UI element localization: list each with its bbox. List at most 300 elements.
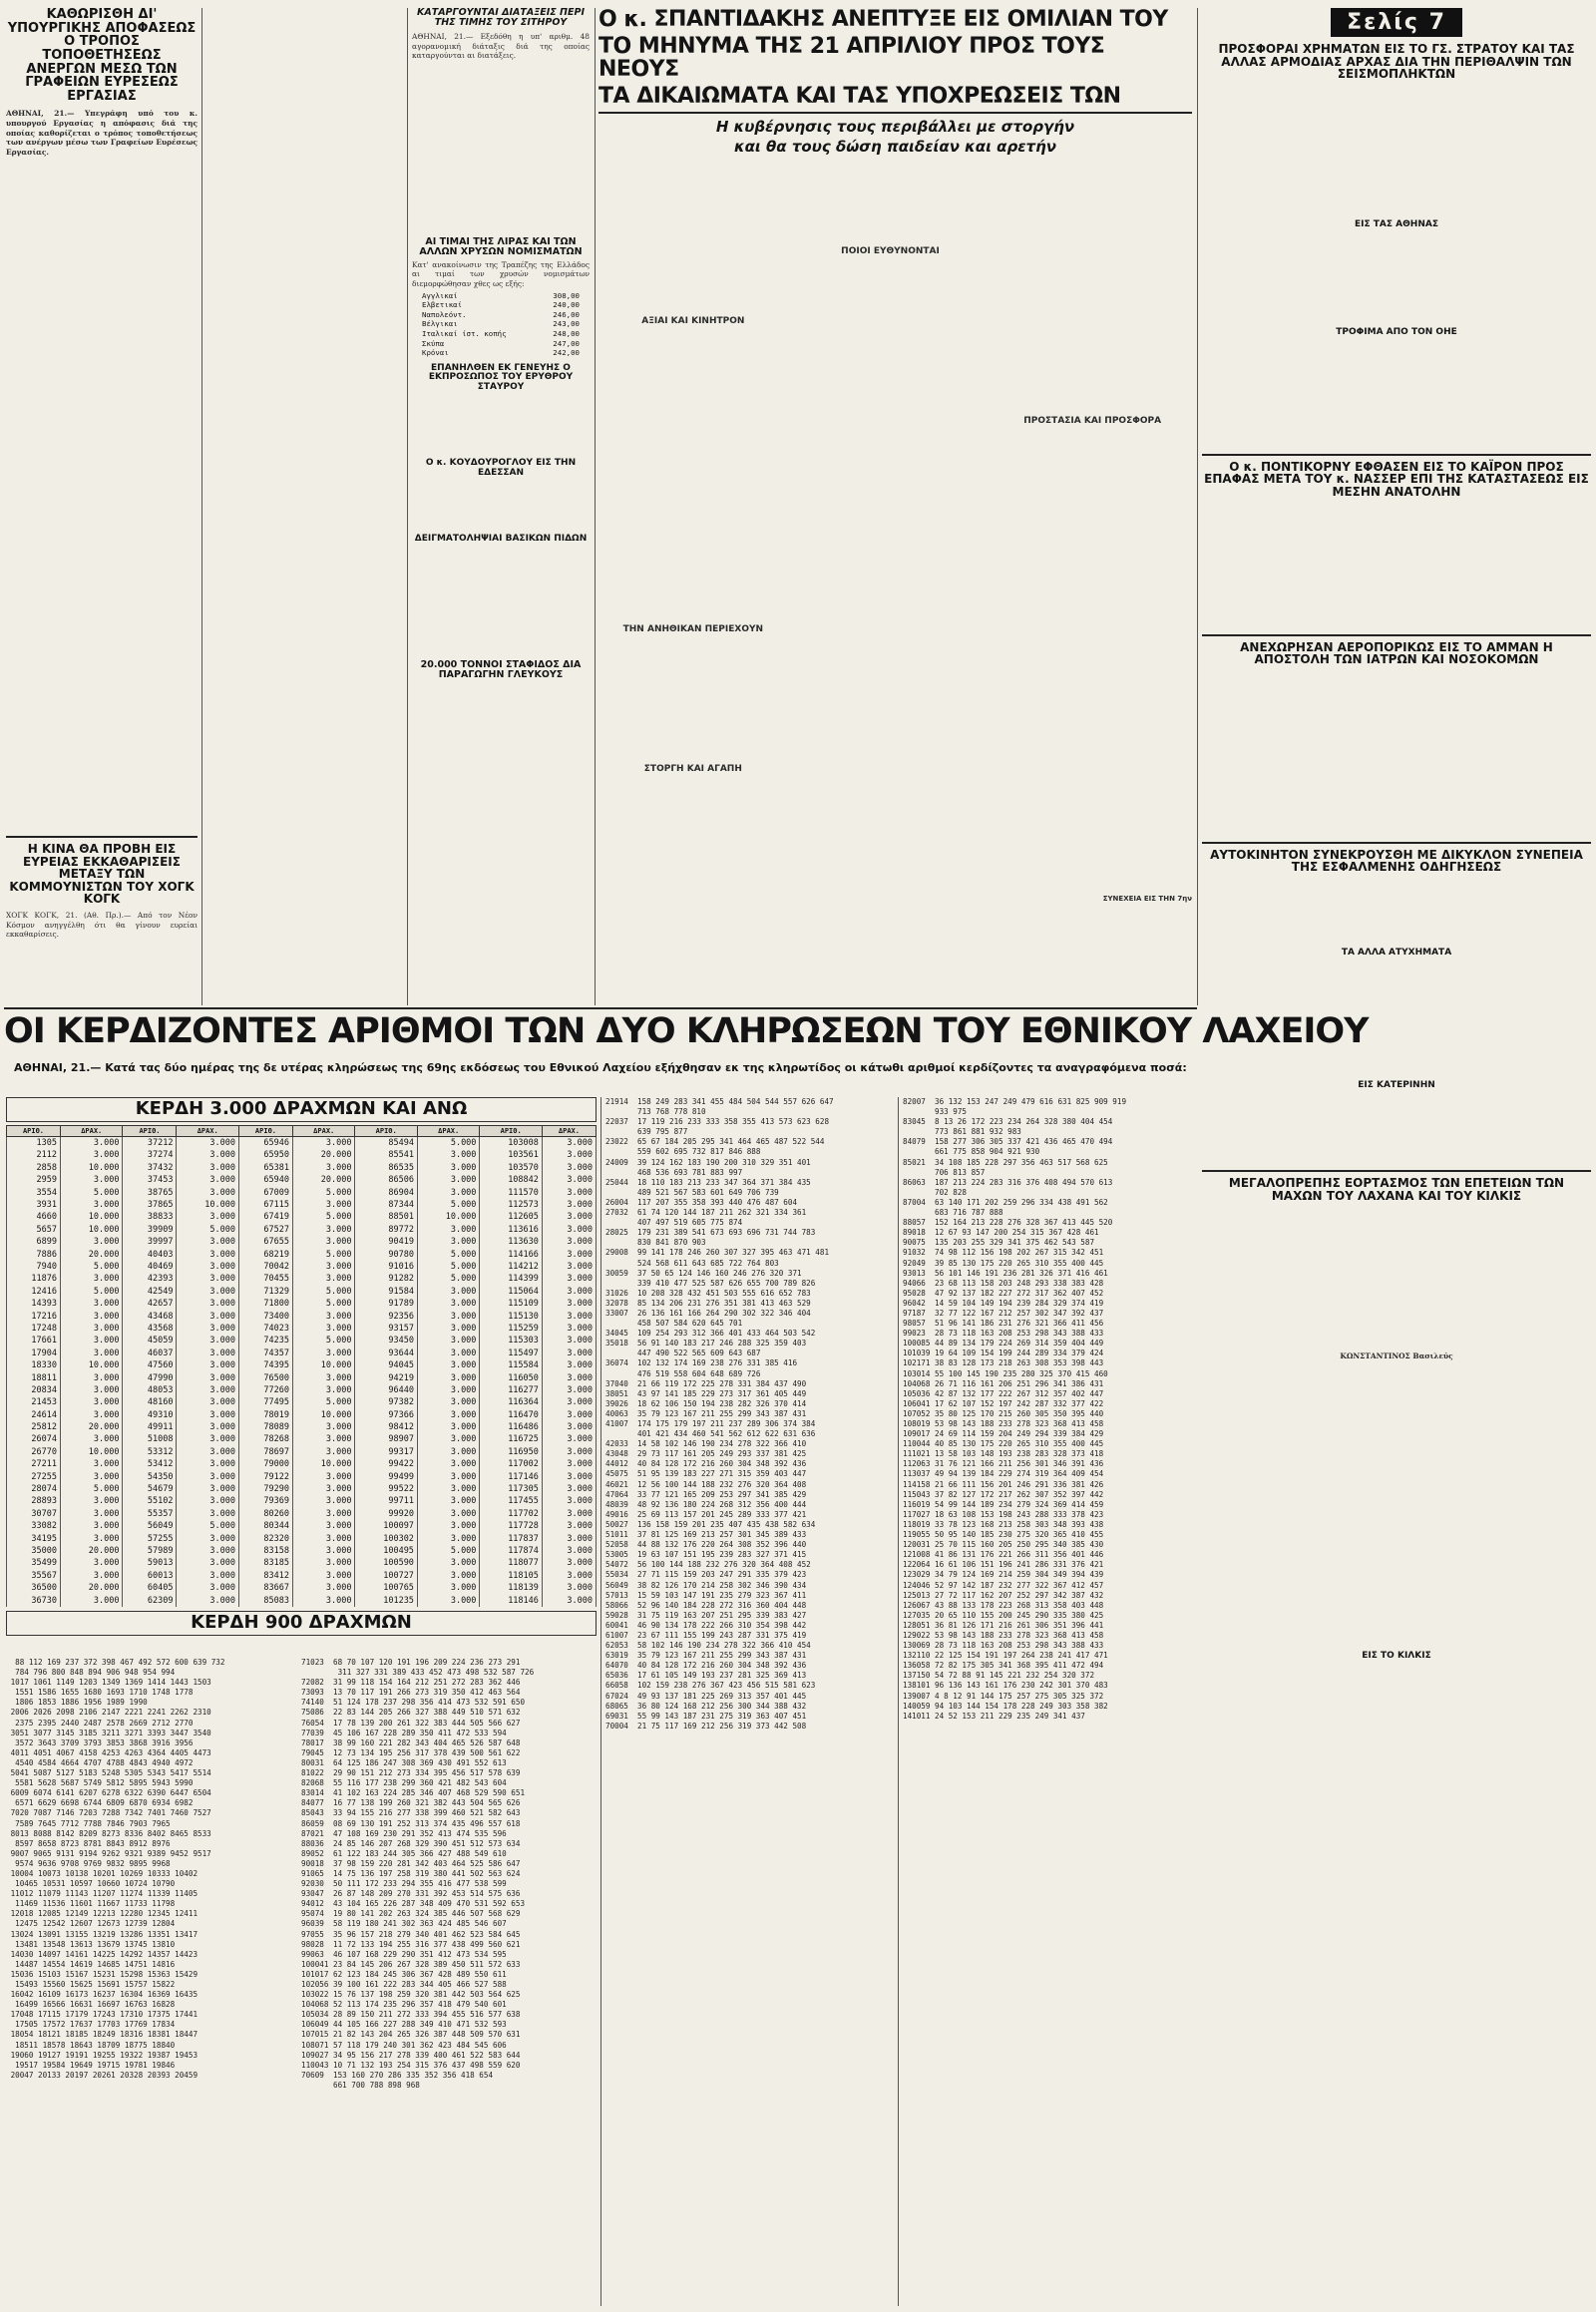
lead-sec-values: ΑΞΙΑΙ ΚΑΙ ΚΙΝΗΤΡΟΝ bbox=[641, 315, 745, 326]
ticket-number: 21453 bbox=[7, 1396, 61, 1408]
prize-amount: 3.000 bbox=[417, 1310, 479, 1322]
prize-amount: 3.000 bbox=[292, 1520, 354, 1532]
lottery-banner: ΟΙ ΚΕΡΔΙΖΟΝΤΕΣ ΑΡΙΘΜΟΙ ΤΩΝ ΔΥΟ ΚΛΗΡΩΣΕΩΝ ΤΟΥ ΕΘΝΙΚΟΥ ΛΑΧΕΙΟΥ bbox=[4, 1011, 1369, 1051]
prize-amount: 20.000 bbox=[292, 1149, 354, 1161]
donations-sec-athens: ΕΙΣ ΤΑΣ ΑΘΗΝΑΣ bbox=[1355, 218, 1438, 229]
kilkis-headline: ΜΕΓΑΛΟΠΡΕΠΗΣ ΕΟΡΤΑΣΜΟΣ ΤΩΝ ΕΠΕΤΕΙΩΝ ΤΩΝ ΜΑΧΩΝ ΤΟΥ ΛΑΧΑΝΑ ΚΑΙ ΤΟΥ ΚΙΛΚΙΣ bbox=[1228, 1175, 1565, 1203]
brief-raisin-body bbox=[412, 683, 590, 803]
lottery-row bbox=[7, 1495, 597, 1507]
prize-amount: 3.000 bbox=[542, 1261, 596, 1273]
ticket-number: 67655 bbox=[238, 1236, 292, 1248]
lottery-row bbox=[7, 1433, 597, 1445]
prize-amount: 3.000 bbox=[177, 1408, 238, 1420]
ticket-number: 24614 bbox=[7, 1408, 61, 1420]
ticket-number: 37432 bbox=[123, 1162, 177, 1174]
prize-amount: 3.000 bbox=[542, 1273, 596, 1285]
prize-amount: 3.000 bbox=[292, 1508, 354, 1520]
lead-col-2 bbox=[796, 168, 986, 1005]
prize-amount: 3.000 bbox=[542, 1545, 596, 1557]
ticket-number: 54350 bbox=[123, 1470, 177, 1482]
coin-row: Σκύπα 247,00 bbox=[422, 338, 580, 348]
prize-amount: 3.000 bbox=[61, 1348, 123, 1359]
article-china-body bbox=[6, 911, 198, 1020]
col-header-number: ΑΡΙΘ. bbox=[355, 1125, 417, 1136]
prize-amount: 3.000 bbox=[292, 1261, 354, 1273]
prize-amount: 3.000 bbox=[542, 1174, 596, 1186]
prize-amount: 3.000 bbox=[417, 1162, 479, 1174]
prize-amount: 3.000 bbox=[542, 1557, 596, 1569]
lottery-row bbox=[7, 1359, 597, 1371]
ticket-number: 91789 bbox=[355, 1298, 417, 1310]
coin-row: Βέλγικαι 243,00 bbox=[422, 319, 580, 329]
lottery-intro: ΑΘΗΝΑΙ, 21.— Κατά τας δύο ημέρας της δε υτέρας κληρώσεως της 69ης εκδόσεως του Εθνικού Λαχείου εξήχθησαν εκ της κληρωτίδος οι κάτωθι αριθμοί κερδίζοντες τα αναγραφόμενα ποσά: bbox=[14, 1061, 1187, 1074]
ticket-number: 48160 bbox=[123, 1396, 177, 1408]
ticket-number: 99920 bbox=[355, 1508, 417, 1520]
prize-amount: 3.000 bbox=[542, 1286, 596, 1298]
ticket-number: 67527 bbox=[238, 1224, 292, 1236]
ticket-number: 53312 bbox=[123, 1446, 177, 1458]
ticket-number: 35567 bbox=[7, 1570, 61, 1582]
article-employment-body bbox=[6, 109, 198, 847]
lead-sec-love: ΣΤΟΡΓΗ ΚΑΙ ΑΓΑΠΗ bbox=[643, 764, 742, 775]
lottery-row bbox=[7, 1348, 597, 1359]
prize-amount: 3.000 bbox=[177, 1557, 238, 1569]
prize-amount: 3.000 bbox=[292, 1421, 354, 1433]
right-column bbox=[1202, 8, 1591, 2302]
brief-gold-headline: ΑΙ ΤΙΜΑΙ ΤΗΣ ΛΙΡΑΣ ΚΑΙ ΤΩΝ ΑΛΛΩΝ ΧΡΥΣΩΝ ΝΟΜΙΣΜΑΤΩΝ bbox=[419, 235, 583, 257]
prize-amount: 3.000 bbox=[61, 1236, 123, 1248]
ticket-number: 103008 bbox=[480, 1136, 542, 1149]
ticket-number: 74235 bbox=[238, 1335, 292, 1347]
article-china bbox=[6, 843, 198, 1002]
prize-amount: 3.000 bbox=[542, 1224, 596, 1236]
brief-redcross-headline: ΕΠΑΝΗΛΘΕΝ ΕΚ ΓΕΝΕΥΗΣ Ο ΕΚΠΡΟΣΩΠΟΣ ΤΟΥ ΕΡΥΘΡΟΥ ΣΤΑΥΡΟΥ bbox=[428, 362, 574, 392]
lottery-3000-table bbox=[6, 1125, 597, 1607]
ticket-number: 100097 bbox=[355, 1520, 417, 1532]
article-employment-continued bbox=[206, 8, 404, 836]
lead-col-3 bbox=[993, 168, 1192, 1005]
ticket-number: 65381 bbox=[238, 1162, 292, 1174]
donations-headline: ΠΡΟΣΦΟΡΑΙ ΧΡΗΜΑΤΩΝ ΕΙΣ ΤΟ ΓΣ. ΣΤΡΑΤΟΥ ΚΑΙ ΤΑΣ ΑΛΛΑΣ ΑΡΜΟΔΙΑΣ ΑΡΧΑΣ ΔΙΑ ΤΗΝ ΠΕΡΙΘΑΛΨΙΝ ΤΩΝ ΣΕΙΣΜΟΠΛΗΚΤΩΝ bbox=[1218, 42, 1575, 82]
article-employment bbox=[6, 8, 198, 836]
prize-amount: 3.000 bbox=[542, 1136, 596, 1149]
ticket-number: 83412 bbox=[238, 1570, 292, 1582]
prize-amount: 3.000 bbox=[61, 1495, 123, 1507]
prize-amount: 3.000 bbox=[177, 1136, 238, 1149]
prize-amount: 3.000 bbox=[542, 1594, 596, 1606]
lottery-row bbox=[7, 1149, 597, 1161]
prize-amount: 3.000 bbox=[292, 1532, 354, 1544]
ticket-number: 71800 bbox=[238, 1298, 292, 1310]
ticket-number: 115064 bbox=[480, 1286, 542, 1298]
donations-sec-un: ΤΡΟΦΙΜΑ ΑΠΟ ΤΟΝ ΟΗΕ bbox=[1336, 326, 1457, 337]
ticket-number: 46037 bbox=[123, 1348, 177, 1359]
ticket-number: 112573 bbox=[480, 1199, 542, 1211]
lottery-row bbox=[7, 1186, 597, 1198]
prize-amount: 3.000 bbox=[177, 1384, 238, 1396]
prize-amount: 3.000 bbox=[417, 1236, 479, 1248]
prize-amount: 3.000 bbox=[542, 1236, 596, 1248]
ticket-number: 45059 bbox=[123, 1335, 177, 1347]
ticket-number: 117146 bbox=[480, 1470, 542, 1482]
lottery-row bbox=[7, 1520, 597, 1532]
ticket-number: 3931 bbox=[7, 1199, 61, 1211]
prize-amount: 3.000 bbox=[292, 1162, 354, 1174]
ticket-number: 78268 bbox=[238, 1433, 292, 1445]
ticket-number: 17661 bbox=[7, 1335, 61, 1347]
ticket-number: 90780 bbox=[355, 1248, 417, 1260]
prize-amount: 3.000 bbox=[417, 1371, 479, 1383]
ticket-number: 59013 bbox=[123, 1557, 177, 1569]
prize-amount: 3.000 bbox=[61, 1570, 123, 1582]
prize-amount: 3.000 bbox=[542, 1458, 596, 1470]
podgorny-body bbox=[1202, 503, 1591, 632]
ticket-number: 93644 bbox=[355, 1348, 417, 1359]
prize-amount: 3.000 bbox=[61, 1298, 123, 1310]
lead-story bbox=[598, 8, 1192, 1005]
prize-amount: 3.000 bbox=[542, 1421, 596, 1433]
ticket-number: 65946 bbox=[238, 1136, 292, 1149]
prize-amount: 3.000 bbox=[177, 1594, 238, 1606]
lottery-row bbox=[7, 1582, 597, 1594]
ticket-number: 35000 bbox=[7, 1545, 61, 1557]
prize-amount: 10.000 bbox=[61, 1224, 123, 1236]
prize-amount: 3.000 bbox=[292, 1310, 354, 1322]
ticket-number: 43568 bbox=[123, 1323, 177, 1335]
prize-amount: 3.000 bbox=[292, 1545, 354, 1557]
ticket-number: 86535 bbox=[355, 1162, 417, 1174]
prize-amount: 3.000 bbox=[417, 1384, 479, 1396]
prize-amount: 3.000 bbox=[292, 1594, 354, 1606]
prize-amount: 20.000 bbox=[61, 1582, 123, 1594]
prize-amount: 5.000 bbox=[292, 1248, 354, 1260]
col3-vrule bbox=[595, 8, 596, 1005]
ticket-number: 30707 bbox=[7, 1508, 61, 1520]
prize-amount: 3.000 bbox=[542, 1508, 596, 1520]
lottery-row bbox=[7, 1211, 597, 1223]
lottery-row bbox=[7, 1557, 597, 1569]
prize-amount: 3.000 bbox=[542, 1310, 596, 1322]
ticket-number: 37274 bbox=[123, 1149, 177, 1161]
prize-amount: 20.000 bbox=[61, 1421, 123, 1433]
ticket-number: 17248 bbox=[7, 1323, 61, 1335]
ticket-number: 37212 bbox=[123, 1136, 177, 1149]
prize-amount: 3.000 bbox=[61, 1458, 123, 1470]
ticket-number: 100302 bbox=[355, 1532, 417, 1544]
ticket-number: 96440 bbox=[355, 1384, 417, 1396]
donations-body bbox=[1202, 85, 1591, 219]
ticket-number: 70042 bbox=[238, 1261, 292, 1273]
prize-amount: 3.000 bbox=[417, 1323, 479, 1335]
prize-amount: 3.000 bbox=[177, 1433, 238, 1445]
lead-continued: ΣΥΝΕΧΕΙΑ ΕΙΣ ΤΗΝ 7ην bbox=[1102, 895, 1192, 904]
ticket-number: 7940 bbox=[7, 1261, 61, 1273]
lottery-900-heading: ΚΕΡΔΗ 900 ΔΡΑΧΜΩΝ bbox=[6, 1611, 597, 1636]
prize-amount: 5.000 bbox=[417, 1136, 479, 1149]
ticket-number: 117874 bbox=[480, 1545, 542, 1557]
prize-amount: 3.000 bbox=[177, 1582, 238, 1594]
prize-amount: 3.000 bbox=[177, 1396, 238, 1408]
prize-amount: 5.000 bbox=[417, 1261, 479, 1273]
lottery-row bbox=[7, 1594, 597, 1606]
ticket-number: 47560 bbox=[123, 1359, 177, 1371]
ticket-number: 49310 bbox=[123, 1408, 177, 1420]
coin-price-list bbox=[422, 291, 580, 358]
col-header-number: ΑΡΙΘ. bbox=[7, 1125, 61, 1136]
ticket-number: 94045 bbox=[355, 1359, 417, 1371]
ticket-number: 76500 bbox=[238, 1371, 292, 1383]
prize-amount: 5.000 bbox=[417, 1273, 479, 1285]
ticket-number: 74395 bbox=[238, 1359, 292, 1371]
prize-amount: 3.000 bbox=[61, 1273, 123, 1285]
prize-amount: 3.000 bbox=[542, 1532, 596, 1544]
right-rule-4 bbox=[1202, 1170, 1591, 1172]
prize-amount: 10.000 bbox=[292, 1408, 354, 1420]
ticket-number: 67009 bbox=[238, 1186, 292, 1198]
prize-amount: 3.000 bbox=[292, 1236, 354, 1248]
col-header-amount: ΔΡΑΧ. bbox=[417, 1125, 479, 1136]
ticket-number: 42393 bbox=[123, 1273, 177, 1285]
prize-amount: 3.000 bbox=[61, 1594, 123, 1606]
lead-headline-3: ΤΑ ΔΙΚΑΙΩΜΑΤΑ ΚΑΙ ΤΑΣ ΥΠΟΧΡΕΩΣΕΙΣ ΤΩΝ bbox=[598, 84, 1121, 110]
podgorny-headline: Ο κ. ΠΟΝΤΙΚΟΡΝΥ ΕΦΘΑΣΕΝ ΕΙΣ ΤΟ ΚΑΪΡΟΝ ΠΡΟΣ ΕΠΑΦΑΣ ΜΕΤΑ ΤΟΥ κ. ΝΑΣΣΕΡ ΕΠΙ ΤΗΣ ΚΑΤΑΣΤΑΣΕΩΣ ΕΙΣ ΜΕΣΗΝ ΑΝΑΤΟΛΗΝ bbox=[1204, 459, 1589, 499]
col1-vrule bbox=[201, 8, 202, 1005]
prize-amount: 3.000 bbox=[417, 1582, 479, 1594]
ticket-number: 94219 bbox=[355, 1371, 417, 1383]
prize-amount: 3.000 bbox=[61, 1371, 123, 1383]
ticket-number: 6899 bbox=[7, 1236, 61, 1248]
ticket-number: 117002 bbox=[480, 1458, 542, 1470]
prize-amount: 3.000 bbox=[61, 1557, 123, 1569]
prize-amount: 3.000 bbox=[417, 1149, 479, 1161]
prize-amount: 3.000 bbox=[417, 1396, 479, 1408]
prize-amount: 3.000 bbox=[177, 1495, 238, 1507]
ticket-number: 65950 bbox=[238, 1149, 292, 1161]
center-vrule bbox=[1197, 8, 1198, 1005]
prize-amount: 3.000 bbox=[177, 1359, 238, 1371]
prize-amount: 3.000 bbox=[177, 1248, 238, 1260]
prize-amount: 3.000 bbox=[177, 1348, 238, 1359]
ticket-number: 79290 bbox=[238, 1483, 292, 1495]
ticket-number: 92356 bbox=[355, 1310, 417, 1322]
col-header-number: ΑΡΙΘ. bbox=[238, 1125, 292, 1136]
ticket-number: 70455 bbox=[238, 1273, 292, 1285]
col2-vrule bbox=[407, 8, 408, 1005]
lottery-row bbox=[7, 1248, 597, 1260]
brief-gold-intro: Κατ' ανακοίνωσιν της Τραπέζης της Ελλάδος αι τιμαί των χρυσών νομισμάτων διεμορφώθησαν χθες ως εξής: bbox=[412, 259, 590, 289]
prize-amount: 5.000 bbox=[61, 1186, 123, 1198]
ticket-number: 113616 bbox=[480, 1224, 542, 1236]
ticket-number: 42549 bbox=[123, 1286, 177, 1298]
ticket-number: 18330 bbox=[7, 1359, 61, 1371]
prize-amount: 3.000 bbox=[542, 1323, 596, 1335]
prize-amount: 10.000 bbox=[292, 1458, 354, 1470]
crash-headline: ΑΥΤΟΚΙΝΗΤΟΝ ΣΥΝΕΚΡΟΥΣΘΗ ΜΕ ΔΙΚΥΚΛΟΝ ΣΥΝΕΠΕΙΑ ΤΗΣ ΕΣΦΑΛΜΕΝΗΣ ΟΔΗΓΗΣΕΩΣ bbox=[1210, 847, 1583, 875]
prize-amount: 3.000 bbox=[542, 1446, 596, 1458]
crash-body bbox=[1202, 878, 1591, 948]
prize-amount: 3.000 bbox=[177, 1286, 238, 1298]
lottery-3000-header-row bbox=[7, 1125, 597, 1136]
prize-amount: 3.000 bbox=[417, 1433, 479, 1445]
ticket-number: 27255 bbox=[7, 1470, 61, 1482]
prize-amount: 3.000 bbox=[61, 1335, 123, 1347]
ticket-number: 86506 bbox=[355, 1174, 417, 1186]
ticket-number: 99317 bbox=[355, 1446, 417, 1458]
prize-amount: 3.000 bbox=[292, 1570, 354, 1582]
prize-amount: 5.000 bbox=[61, 1286, 123, 1298]
prize-amount: 3.000 bbox=[417, 1470, 479, 1482]
ticket-number: 83667 bbox=[238, 1582, 292, 1594]
lottery-900-col-3: 21914 158 249 283 341 455 484 504 544 557 626 647 713 768 778 810 22037 17 119 216 233 333 358 355 413 573 623 628 639 795 877 23022 65 67 184 205 295 341 464 465 487 522 544 559 602 695 732 817 846 888 24009 39 124 162 183 190 200 310 329 351 401 468 536 693 781 883 997 25044 18 110 183 213 233 347 364 371 384 435 489 521 567 583 601 649 706 739 26004 117 207 355 358 393 440 476 487 604 27032 61 74 120 144 187 211 262 321 334 361 407 497 519 605 775 874 28025 179 231 389 541 673 693 696 731 744 783 830 841 870 903 29008 99 141 178 246 260 307 327 395 463 471 481 524 568 611 643 685 722 764 803 30059 37 50 65 124 146 160 246 276 320 371 339 410 477 525 587 626 655 700 789 826 31026 10 208 328 432 451 503 555 616 652 783 32078 85 134 206 231 276 351 381 413 463 529 33007 26 136 161 166 264 290 302 322 346 404 458 507 584 620 645 701 34045 109 254 293 312 366 401 433 464 503 542 35018 56 91 140 183 217 246 288 325 359 403 447 490 522 565 609 643 687 36074 102 132 174 169 238 276 331 385 416 476 519 558 604 648 689 726 37040 21 66 119 172 225 278 331 384 437 490 38051 43 97 141 185 229 273 317 361 405 449 39026 18 62 106 150 194 238 282 326 370 414 40063 35 79 123 167 211 255 299 343 387 431 41007 174 175 179 197 211 237 289 306 374 384 401 421 434 460 541 562 612 622 631 636 42033 14 58 102 146 190 234 278 322 366 410 43048 29 73 117 161 205 249 293 337 381 425 44012 40 84 128 172 216 260 304 348 392 436 45075 51 95 139 183 227 271 315 359 403 447 46021 12 56 100 144 188 232 276 320 364 408 47064 33 77 121 165 209 253 297 341 385 429 48039 48 92 136 180 224 268 312 356 400 444 49016 25 69 113 157 201 245 289 333 377 421 50027 136 158 159 201 235 407 435 438 582 634 51011 37 81 125 169 213 257 301 345 389 433 52058 44 88 132 176 220 264 308 352 396 440 53005 19 63 107 151 195 239 283 327 371 415 54072 56 100 144 188 232 276 320 364 408 452 55034 27 71 115 159 203 247 291 335 379 423 56049 38 82 126 170 214 258 302 346 390 434 57013 15 59 103 147 191 235 279 323 367 411 58066 52 96 140 184 228 272 316 360 404 448 59028 31 75 119 163 207 251 295 339 383 427 60041 46 90 134 178 222 266 310 354 398 442 61007 23 67 111 155 199 243 287 331 375 419 62053 58 102 146 190 234 278 322 366 410 454 63019 35 79 123 167 211 255 299 343 387 431 64070 40 84 128 172 216 260 304 348 392 436 65036 17 61 105 149 193 237 281 325 369 413 66058 102 159 238 276 367 423 456 515 581 623 67024 49 93 137 181 225 269 313 357 401 445 68065 36 80 124 168 212 256 300 344 388 432 69031 55 99 143 187 231 275 319 363 407 451 70004 21 75 117 169 212 256 319 373 442 508 bbox=[605, 1097, 834, 1731]
prize-amount: 3.000 bbox=[417, 1495, 479, 1507]
brief-raisin-headline: 20.000 ΤΟΝΝΟΙ ΣΤΑΦΙΔΟΣ ΔΙΑ ΠΑΡΑΓΩΓΗΝ ΓΛΕΥΚΟΥΣ bbox=[420, 659, 582, 681]
lottery-row bbox=[7, 1446, 597, 1458]
ticket-number: 117455 bbox=[480, 1495, 542, 1507]
prize-amount: 3.000 bbox=[542, 1348, 596, 1359]
ticket-number: 11876 bbox=[7, 1273, 61, 1285]
ticket-number: 49911 bbox=[123, 1421, 177, 1433]
lottery-3000-body bbox=[7, 1136, 597, 1606]
ticket-number: 117702 bbox=[480, 1508, 542, 1520]
prize-amount: 3.000 bbox=[177, 1211, 238, 1223]
lottery-row bbox=[7, 1236, 597, 1248]
right-rule-1 bbox=[1202, 454, 1591, 456]
ticket-number: 39909 bbox=[123, 1224, 177, 1236]
lead-sec-responsible: ΠΟΙΟΙ ΕΥΘΥΝΟΝΤΑΙ bbox=[841, 245, 940, 256]
ticket-number: 115584 bbox=[480, 1359, 542, 1371]
ticket-number: 116725 bbox=[480, 1433, 542, 1445]
ticket-number: 98907 bbox=[355, 1433, 417, 1445]
prize-amount: 10.000 bbox=[61, 1211, 123, 1223]
ticket-number: 26770 bbox=[7, 1446, 61, 1458]
prize-amount: 3.000 bbox=[417, 1335, 479, 1347]
lead-headline-2: ΤΟ ΜΗΝΥΜΑ ΤΗΣ 21 ΑΠΡΙΛΙΟΥ ΠΡΟΣ ΤΟΥΣ ΝΕΟΥΣ bbox=[598, 34, 1105, 83]
col-header-amount: ΔΡΑΧ. bbox=[292, 1125, 354, 1136]
prize-amount: 3.000 bbox=[292, 1483, 354, 1495]
prize-amount: 20.000 bbox=[61, 1248, 123, 1260]
prize-amount: 3.000 bbox=[542, 1433, 596, 1445]
prize-amount: 3.000 bbox=[177, 1323, 238, 1335]
ticket-number: 12416 bbox=[7, 1286, 61, 1298]
prize-amount: 3.000 bbox=[177, 1532, 238, 1544]
prize-amount: 5.000 bbox=[292, 1335, 354, 1347]
ticket-number: 116470 bbox=[480, 1408, 542, 1420]
lottery-row bbox=[7, 1136, 597, 1149]
ticket-number: 53412 bbox=[123, 1458, 177, 1470]
prize-amount: 3.000 bbox=[177, 1458, 238, 1470]
ticket-number: 116364 bbox=[480, 1396, 542, 1408]
ticket-number: 3554 bbox=[7, 1186, 61, 1198]
ticket-number: 35499 bbox=[7, 1557, 61, 1569]
prize-amount: 3.000 bbox=[542, 1371, 596, 1383]
ticket-number: 40403 bbox=[123, 1248, 177, 1260]
prize-amount: 3.000 bbox=[292, 1582, 354, 1594]
prize-amount: 5.000 bbox=[292, 1396, 354, 1408]
lottery-row bbox=[7, 1384, 597, 1396]
prize-amount: 3.000 bbox=[542, 1384, 596, 1396]
prize-amount: 3.000 bbox=[177, 1261, 238, 1273]
prize-amount: 3.000 bbox=[292, 1323, 354, 1335]
ticket-number: 55357 bbox=[123, 1508, 177, 1520]
ticket-number: 56049 bbox=[123, 1520, 177, 1532]
ticket-number: 67115 bbox=[238, 1199, 292, 1211]
ticket-number: 100727 bbox=[355, 1570, 417, 1582]
prize-amount: 3.000 bbox=[542, 1570, 596, 1582]
donations-un-body bbox=[1202, 340, 1591, 450]
ticket-number: 115497 bbox=[480, 1348, 542, 1359]
prize-amount: 3.000 bbox=[417, 1532, 479, 1544]
prize-amount: 5.000 bbox=[292, 1298, 354, 1310]
crash-sec-other: ΤΑ ΑΛΛΑ ΑΤΥΧΗΜΑΤΑ bbox=[1341, 947, 1452, 958]
prize-amount: 3.000 bbox=[292, 1136, 354, 1149]
lead-subhead-2: και θα τους δώση παιδείαν και αρετήν bbox=[733, 138, 1057, 157]
col-header-amount: ΔΡΑΧ. bbox=[177, 1125, 238, 1136]
prize-amount: 3.000 bbox=[417, 1348, 479, 1359]
ticket-number: 91016 bbox=[355, 1261, 417, 1273]
crash-sec-katerini: ΕΙΣ ΚΑΤΕΡΙΝΗΝ bbox=[1358, 1079, 1435, 1090]
ticket-number: 115130 bbox=[480, 1310, 542, 1322]
ticket-number: 100765 bbox=[355, 1582, 417, 1594]
ticket-number: 98412 bbox=[355, 1421, 417, 1433]
prize-amount: 3.000 bbox=[417, 1359, 479, 1371]
ticket-number: 85541 bbox=[355, 1149, 417, 1161]
prize-amount: 3.000 bbox=[417, 1483, 479, 1495]
lottery-row bbox=[7, 1421, 597, 1433]
prize-amount: 3.000 bbox=[61, 1532, 123, 1544]
ticket-number: 87344 bbox=[355, 1199, 417, 1211]
prize-amount: 10.000 bbox=[61, 1446, 123, 1458]
lottery-3000-heading: ΚΕΡΔΗ 3.000 ΔΡΑΧΜΩΝ ΚΑΙ ΑΝΩ bbox=[6, 1097, 597, 1122]
ticket-number: 79122 bbox=[238, 1470, 292, 1482]
lottery-900-col-4: 82007 36 132 153 247 249 479 616 631 825 909 919 933 975 83045 8 13 26 172 223 234 264 328 380 404 454 773 861 881 932 983 84079 158 277 306 305 337 421 436 465 470 494 661 775 858 904 921 930 85021 34 108 185 228 297 356 463 517 568 625 706 813 857 86063 187 213 224 283 316 376 408 494 570 613 702 828 87004 63 140 171 202 259 296 334 438 491 562 683 716 787 888 88057 152 164 213 228 276 328 367 413 445 520 89018 12 67 93 147 200 254 315 367 428 461 90075 135 203 255 329 341 375 462 543 587 91032 74 98 112 156 198 202 267 315 342 451 92049 39 85 130 175 220 265 310 355 400 445 93013 56 101 146 191 236 281 326 371 416 461 94066 23 68 113 158 203 248 293 338 383 428 95028 47 92 137 182 227 272 317 362 407 452 96042 14 59 104 149 194 239 284 329 374 419 97187 32 77 122 167 212 257 302 347 392 437 98057 51 96 141 186 231 276 321 366 411 456 99023 28 73 118 163 208 253 298 343 388 433 100085 44 89 134 179 224 269 314 359 404 449 101039 19 64 109 154 199 244 289 334 379 424 102171 38 83 128 173 218 263 308 353 398 443 103014 55 100 145 190 235 280 325 370 415 460 104068 26 71 116 161 206 251 296 341 386 431 105036 42 87 132 177 222 267 312 357 402 447 106041 17 62 107 152 197 242 287 332 377 422 107052 35 80 125 170 215 260 305 350 395 440 108019 53 98 143 188 233 278 323 368 413 458 109017 24 69 114 159 204 249 294 339 384 429 110044 40 85 130 175 220 265 310 355 400 445 111021 13 58 103 148 193 238 283 328 373 418 112063 31 76 121 166 211 256 301 346 391 436 113037 49 94 139 184 229 274 319 364 409 454 114158 21 66 111 156 201 246 291 336 381 426 115043 37 82 127 172 217 262 307 352 397 442 116019 54 99 144 189 234 279 324 369 414 459 117027 18 63 108 153 198 243 288 333 378 423 118019 33 78 123 168 213 258 303 348 393 438 119055 50 95 140 185 230 275 320 365 410 455 120031 25 70 115 160 205 250 295 340 385 430 121008 41 86 131 176 221 266 311 356 401 446 122064 16 61 106 151 196 241 286 331 376 421 123029 34 79 124 169 214 259 304 349 394 439 124046 52 97 142 187 232 277 322 367 412 457 125013 27 72 117 162 207 252 297 342 387 432 126067 43 88 133 178 223 268 313 358 403 448 127035 20 65 110 155 200 245 290 335 380 425 128051 36 81 126 171 216 261 306 351 396 441 129022 53 98 143 188 233 278 323 368 413 458 130069 28 73 118 163 208 253 298 343 388 433 132110 22 125 154 191 197 264 238 241 417 471 136058 72 82 175 305 341 368 395 411 472 494 137150 54 72 88 91 145 221 232 254 320 372 138101 96 136 143 161 176 230 242 301 370 483 139007 4 8 12 91 144 175 257 275 305 325 372 140059 94 103 144 154 178 228 249 303 358 382 141011 24 52 153 211 229 235 249 341 437 bbox=[903, 1097, 1127, 1721]
ticket-number: 114166 bbox=[480, 1248, 542, 1260]
ticket-number: 86904 bbox=[355, 1186, 417, 1198]
ticket-number: 85083 bbox=[238, 1594, 292, 1606]
right-rule-2 bbox=[1202, 634, 1591, 636]
ticket-number: 91584 bbox=[355, 1286, 417, 1298]
prize-amount: 3.000 bbox=[292, 1495, 354, 1507]
ticket-number: 40469 bbox=[123, 1261, 177, 1273]
lottery-top-rule bbox=[4, 1007, 1197, 1009]
ticket-number: 7886 bbox=[7, 1248, 61, 1260]
ticket-number: 97382 bbox=[355, 1396, 417, 1408]
prize-amount: 5.000 bbox=[417, 1199, 479, 1211]
ticket-number: 89772 bbox=[355, 1224, 417, 1236]
ticket-number: 80344 bbox=[238, 1520, 292, 1532]
ticket-number: 93450 bbox=[355, 1335, 417, 1347]
ticket-number: 37865 bbox=[123, 1199, 177, 1211]
prize-amount: 3.000 bbox=[417, 1594, 479, 1606]
ticket-number: 54679 bbox=[123, 1483, 177, 1495]
prize-amount: 3.000 bbox=[177, 1273, 238, 1285]
lottery-row bbox=[7, 1458, 597, 1470]
ticket-number: 17216 bbox=[7, 1310, 61, 1322]
ticket-number: 74023 bbox=[238, 1323, 292, 1335]
coin-row: Κρόναι 242,00 bbox=[422, 348, 580, 358]
prize-amount: 3.000 bbox=[177, 1162, 238, 1174]
ticket-number: 73400 bbox=[238, 1310, 292, 1322]
prize-amount: 5.000 bbox=[292, 1211, 354, 1223]
prize-amount: 3.000 bbox=[417, 1224, 479, 1236]
ticket-number: 100495 bbox=[355, 1545, 417, 1557]
brief-edessa-body bbox=[412, 481, 590, 531]
prize-amount: 3.000 bbox=[542, 1149, 596, 1161]
ticket-number: 28893 bbox=[7, 1495, 61, 1507]
prize-amount: 3.000 bbox=[61, 1199, 123, 1211]
ticket-number: 77495 bbox=[238, 1396, 292, 1408]
brief-samples-body bbox=[412, 547, 590, 656]
ticket-number: 99711 bbox=[355, 1495, 417, 1507]
